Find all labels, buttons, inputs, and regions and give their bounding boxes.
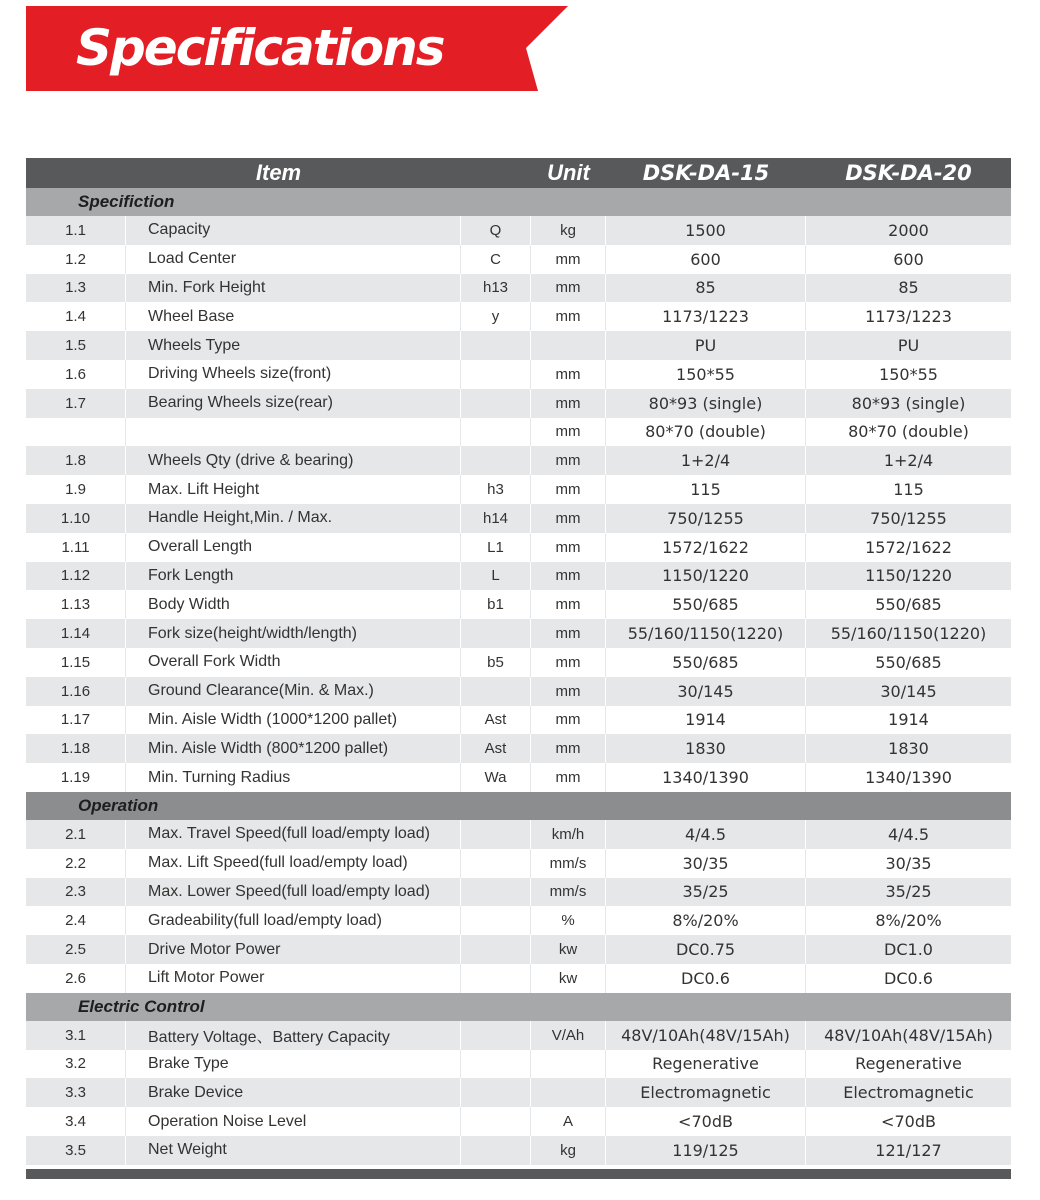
row-value-model-1: 750/1255 xyxy=(606,504,806,533)
row-number: 1.8 xyxy=(26,446,126,475)
row-number: 1.18 xyxy=(26,734,126,763)
row-unit: V/Ah xyxy=(531,1021,606,1050)
row-value-model-1: 35/25 xyxy=(606,878,806,907)
row-value-model-2: 1+2/4 xyxy=(883,451,934,471)
row-symbol xyxy=(461,619,531,648)
specifications-banner xyxy=(26,6,574,91)
table-row xyxy=(26,274,1011,303)
row-symbol: C xyxy=(461,245,531,274)
row-number: 3.5 xyxy=(26,1136,126,1165)
section-title: Specifiction xyxy=(78,192,175,211)
row-value-model-1: <70dB xyxy=(606,1107,806,1136)
section-title: Electric Control xyxy=(78,996,205,1016)
row-unit: kg xyxy=(531,216,606,245)
table-row xyxy=(26,216,1011,245)
row-value-model-1: 1572/1622 xyxy=(606,533,806,562)
row-value-model-2: 8%/20% xyxy=(875,911,942,931)
row-value-model-1: 55/160/1150(1220) xyxy=(606,619,806,648)
row-number: 2.2 xyxy=(26,849,126,878)
row-symbol xyxy=(461,878,531,907)
row-value-model-1: 1150/1220 xyxy=(606,562,806,591)
row-unit: mm xyxy=(531,504,606,533)
row-symbol xyxy=(461,418,531,447)
row-number: 3.1 xyxy=(26,1021,126,1050)
header-unit: Unit xyxy=(547,160,590,185)
row-symbol: h14 xyxy=(461,504,531,533)
table-row xyxy=(26,1136,1011,1165)
table-row xyxy=(26,706,1011,735)
row-item: Min. Turning Radius xyxy=(126,763,461,792)
row-number: 2.6 xyxy=(26,964,126,993)
row-number: 2.5 xyxy=(26,935,126,964)
table-row xyxy=(26,504,1011,533)
row-value-model-2: 55/160/1150(1220) xyxy=(830,624,987,644)
row-number: 1.14 xyxy=(26,619,126,648)
row-symbol xyxy=(461,1078,531,1107)
row-item: Net Weight xyxy=(126,1136,461,1165)
row-value-model-1: 1173/1223 xyxy=(606,302,806,331)
row-item: Handle Height,Min. / Max. xyxy=(126,504,461,533)
footer-bar xyxy=(26,1169,1011,1179)
table-row xyxy=(26,245,1011,274)
row-symbol: h13 xyxy=(461,274,531,303)
row-symbol: Wa xyxy=(461,763,531,792)
row-item: Max. Lift Height xyxy=(126,475,461,504)
row-number: 1.5 xyxy=(26,331,126,360)
row-unit: % xyxy=(531,906,606,935)
table-row xyxy=(26,446,1011,475)
row-value-model-2: Electromagnetic xyxy=(843,1083,974,1103)
row-item: Capacity xyxy=(126,216,461,245)
row-symbol: Q xyxy=(461,216,531,245)
table-row xyxy=(26,418,1011,447)
row-symbol xyxy=(461,1136,531,1165)
table-row xyxy=(26,302,1011,331)
row-symbol xyxy=(461,849,531,878)
header-item: Item xyxy=(255,160,302,185)
table-row xyxy=(26,475,1011,504)
table-row xyxy=(26,849,1011,878)
table-row xyxy=(26,331,1011,360)
row-unit: mm xyxy=(531,734,606,763)
row-unit: mm xyxy=(531,677,606,706)
row-value-model-2: 1830 xyxy=(888,739,929,759)
row-symbol: b1 xyxy=(461,590,531,619)
row-item: Driving Wheels size(front) xyxy=(126,360,461,389)
row-value-model-2: 750/1255 xyxy=(870,508,947,528)
row-value-model-1: 30/35 xyxy=(606,849,806,878)
row-unit: mm xyxy=(531,418,606,447)
row-item: Brake Type xyxy=(126,1050,461,1079)
row-symbol xyxy=(461,906,531,935)
row-value-model-2: 1572/1622 xyxy=(865,537,952,557)
row-symbol xyxy=(461,446,531,475)
row-unit xyxy=(531,1050,606,1079)
row-unit: kg xyxy=(531,1136,606,1165)
row-number: 1.6 xyxy=(26,360,126,389)
row-item: Overall Length xyxy=(126,533,461,562)
row-value-model-1: 1914 xyxy=(606,706,806,735)
row-item: Drive Motor Power xyxy=(126,935,461,964)
row-value-model-2: 30/145 xyxy=(880,681,937,701)
row-value-model-1: 550/685 xyxy=(606,648,806,677)
table-row xyxy=(26,734,1011,763)
table-row xyxy=(26,677,1011,706)
row-value-model-2: 1173/1223 xyxy=(865,307,952,327)
row-symbol: Ast xyxy=(461,706,531,735)
row-value-model-1: 600 xyxy=(606,245,806,274)
row-item: Min. Aisle Width (1000*1200 pallet) xyxy=(126,706,461,735)
row-number: 1.2 xyxy=(26,245,126,274)
row-item: Battery Voltage、Battery Capacity xyxy=(126,1021,461,1050)
row-value-model-2: 550/685 xyxy=(875,652,942,672)
row-symbol xyxy=(461,964,531,993)
row-unit: mm xyxy=(531,619,606,648)
row-value-model-2: <70dB xyxy=(881,1112,936,1131)
page-title: Specifications xyxy=(76,19,444,77)
row-value-model-1: 80*70 (double) xyxy=(606,418,806,447)
table-row xyxy=(26,533,1011,562)
row-symbol xyxy=(461,331,531,360)
row-value-model-1: 1+2/4 xyxy=(606,446,806,475)
row-number: 2.3 xyxy=(26,878,126,907)
row-symbol xyxy=(461,820,531,849)
row-number: 1.4 xyxy=(26,302,126,331)
row-value-model-2: 80*70 (double) xyxy=(848,422,969,442)
row-value-model-1: 1340/1390 xyxy=(606,763,806,792)
row-number: 1.13 xyxy=(26,590,126,619)
row-item: Fork size(height/width/length) xyxy=(126,619,461,648)
row-value-model-2: 48V/10Ah(48V/15Ah) xyxy=(824,1025,993,1045)
row-item: Wheels Qty (drive & bearing) xyxy=(126,446,461,475)
row-item: Ground Clearance(Min. & Max.) xyxy=(126,677,461,706)
row-item: Wheel Base xyxy=(126,302,461,331)
row-symbol: L1 xyxy=(461,533,531,562)
row-unit: mm xyxy=(531,302,606,331)
row-value-model-2: 600 xyxy=(893,249,924,269)
row-value-model-1: 1830 xyxy=(606,734,806,763)
row-symbol xyxy=(461,1107,531,1136)
row-value-model-1: PU xyxy=(606,331,806,360)
row-item: Lift Motor Power xyxy=(126,964,461,993)
table-row xyxy=(26,964,1011,993)
row-number: 3.3 xyxy=(26,1078,126,1107)
row-symbol: h3 xyxy=(461,475,531,504)
row-symbol: y xyxy=(461,302,531,331)
row-unit: mm/s xyxy=(531,849,606,878)
row-item: Min. Aisle Width (800*1200 pallet) xyxy=(126,734,461,763)
row-unit: mm xyxy=(531,475,606,504)
table-row xyxy=(26,590,1011,619)
section-header xyxy=(26,792,1011,820)
row-item: Max. Lift Speed(full load/empty load) xyxy=(126,849,461,878)
row-value-model-1: 30/145 xyxy=(606,677,806,706)
row-symbol xyxy=(461,1050,531,1079)
row-value-model-2: PU xyxy=(897,336,920,356)
table-row xyxy=(26,906,1011,935)
row-number: 1.10 xyxy=(26,504,126,533)
row-number: 1.16 xyxy=(26,677,126,706)
section-header xyxy=(26,993,1011,1021)
row-item: Fork Length xyxy=(126,562,461,591)
row-symbol: b5 xyxy=(461,648,531,677)
row-unit: mm xyxy=(531,648,606,677)
row-unit: mm/s xyxy=(531,878,606,907)
row-number: 1.11 xyxy=(26,533,126,562)
row-value-model-2: 30/35 xyxy=(885,853,932,873)
row-value-model-1: 4/4.5 xyxy=(606,820,806,849)
row-value-model-2: 1914 xyxy=(888,710,929,730)
table-row xyxy=(26,619,1011,648)
row-number: 1.15 xyxy=(26,648,126,677)
row-number: 1.9 xyxy=(26,475,126,504)
table-row xyxy=(26,360,1011,389)
row-symbol: Ast xyxy=(461,734,531,763)
table-row xyxy=(26,1107,1011,1136)
row-item: Gradeability(full load/empty load) xyxy=(126,906,461,935)
row-value-model-1: 48V/10Ah(48V/15Ah) xyxy=(606,1021,806,1050)
row-value-model-2: DC1.0 xyxy=(884,940,933,960)
row-value-model-1: 1500 xyxy=(606,216,806,245)
row-number: 3.4 xyxy=(26,1107,126,1136)
row-value-model-1: Regenerative xyxy=(606,1050,806,1079)
row-item: Overall Fork Width xyxy=(126,648,461,677)
row-value-model-2: 1340/1390 xyxy=(865,768,952,788)
row-value-model-2: DC0.6 xyxy=(884,968,933,988)
row-value-model-1: 550/685 xyxy=(606,590,806,619)
row-item: Bearing Wheels size(rear) xyxy=(126,389,461,418)
row-value-model-2: 115 xyxy=(893,480,924,500)
table-row xyxy=(26,648,1011,677)
table-header xyxy=(26,158,1011,188)
row-unit: mm xyxy=(531,389,606,418)
row-value-model-2: Regenerative xyxy=(855,1054,962,1074)
row-value-model-1: 115 xyxy=(606,475,806,504)
row-item: Operation Noise Level xyxy=(126,1107,461,1136)
table-row xyxy=(26,1021,1011,1050)
row-unit: mm xyxy=(531,706,606,735)
row-unit: mm xyxy=(531,274,606,303)
row-value-model-2: 1150/1220 xyxy=(865,566,952,586)
row-unit: A xyxy=(531,1107,606,1136)
row-value-model-2: 550/685 xyxy=(875,595,942,615)
row-unit: mm xyxy=(531,763,606,792)
row-symbol xyxy=(461,360,531,389)
row-item: Wheels Type xyxy=(126,331,461,360)
table-row xyxy=(26,935,1011,964)
spec-table xyxy=(26,158,1011,1179)
section-header xyxy=(26,188,1011,216)
header-model-2: DSK-DA-20 xyxy=(845,161,972,185)
row-number: 1.12 xyxy=(26,562,126,591)
table-row xyxy=(26,763,1011,792)
row-value-model-2: 80*93 (single) xyxy=(851,393,966,413)
row-value-model-1: 119/125 xyxy=(606,1136,806,1165)
row-value-model-1: 85 xyxy=(606,274,806,303)
row-number xyxy=(26,418,126,447)
row-value-model-1: DC0.75 xyxy=(606,935,806,964)
row-value-model-1: DC0.6 xyxy=(606,964,806,993)
header-model-1: DSK-DA-15 xyxy=(642,161,770,185)
row-unit: mm xyxy=(531,446,606,475)
row-number: 1.3 xyxy=(26,274,126,303)
table-body xyxy=(26,188,1011,1165)
row-item: Min. Fork Height xyxy=(126,274,461,303)
section-title: Operation xyxy=(78,795,159,815)
row-value-model-2: 4/4.5 xyxy=(887,824,929,844)
table-row xyxy=(26,389,1011,418)
row-unit: kw xyxy=(531,964,606,993)
row-item xyxy=(126,418,461,447)
row-value-model-2: 85 xyxy=(898,278,919,298)
row-unit: mm xyxy=(531,360,606,389)
row-symbol xyxy=(461,1021,531,1050)
row-unit: mm xyxy=(531,590,606,619)
row-symbol xyxy=(461,389,531,418)
table-row xyxy=(26,562,1011,591)
row-value-model-1: 150*55 xyxy=(606,360,806,389)
row-unit xyxy=(531,331,606,360)
table-row xyxy=(26,820,1011,849)
row-value-model-1: Electromagnetic xyxy=(606,1078,806,1107)
row-item: Load Center xyxy=(126,245,461,274)
row-number: 1.1 xyxy=(26,216,126,245)
row-unit: kw xyxy=(531,935,606,964)
table-row xyxy=(26,1050,1011,1079)
row-number: 2.1 xyxy=(26,820,126,849)
row-number: 1.17 xyxy=(26,706,126,735)
table-row xyxy=(26,1078,1011,1107)
row-number: 3.2 xyxy=(26,1050,126,1079)
row-number: 1.19 xyxy=(26,763,126,792)
row-value-model-2: 35/25 xyxy=(885,882,932,902)
row-symbol xyxy=(461,677,531,706)
row-value-model-2: 121/127 xyxy=(875,1140,942,1160)
row-value-model-2: 150*55 xyxy=(879,364,938,384)
row-value-model-1: 80*93 (single) xyxy=(606,389,806,418)
row-symbol: L xyxy=(461,562,531,591)
row-value-model-1: 8%/20% xyxy=(606,906,806,935)
row-item: Body Width xyxy=(126,590,461,619)
row-unit: mm xyxy=(531,533,606,562)
row-unit xyxy=(531,1078,606,1107)
row-number: 1.7 xyxy=(26,389,126,418)
row-unit: mm xyxy=(531,245,606,274)
row-symbol xyxy=(461,935,531,964)
row-unit: km/h xyxy=(531,820,606,849)
row-item: Brake Device xyxy=(126,1078,461,1107)
table-row xyxy=(26,878,1011,907)
row-unit: mm xyxy=(531,562,606,591)
row-value-model-2: 2000 xyxy=(888,220,929,240)
row-number: 2.4 xyxy=(26,906,126,935)
row-item: Max. Lower Speed(full load/empty load) xyxy=(126,878,461,907)
row-item: Max. Travel Speed(full load/empty load) xyxy=(126,820,461,849)
